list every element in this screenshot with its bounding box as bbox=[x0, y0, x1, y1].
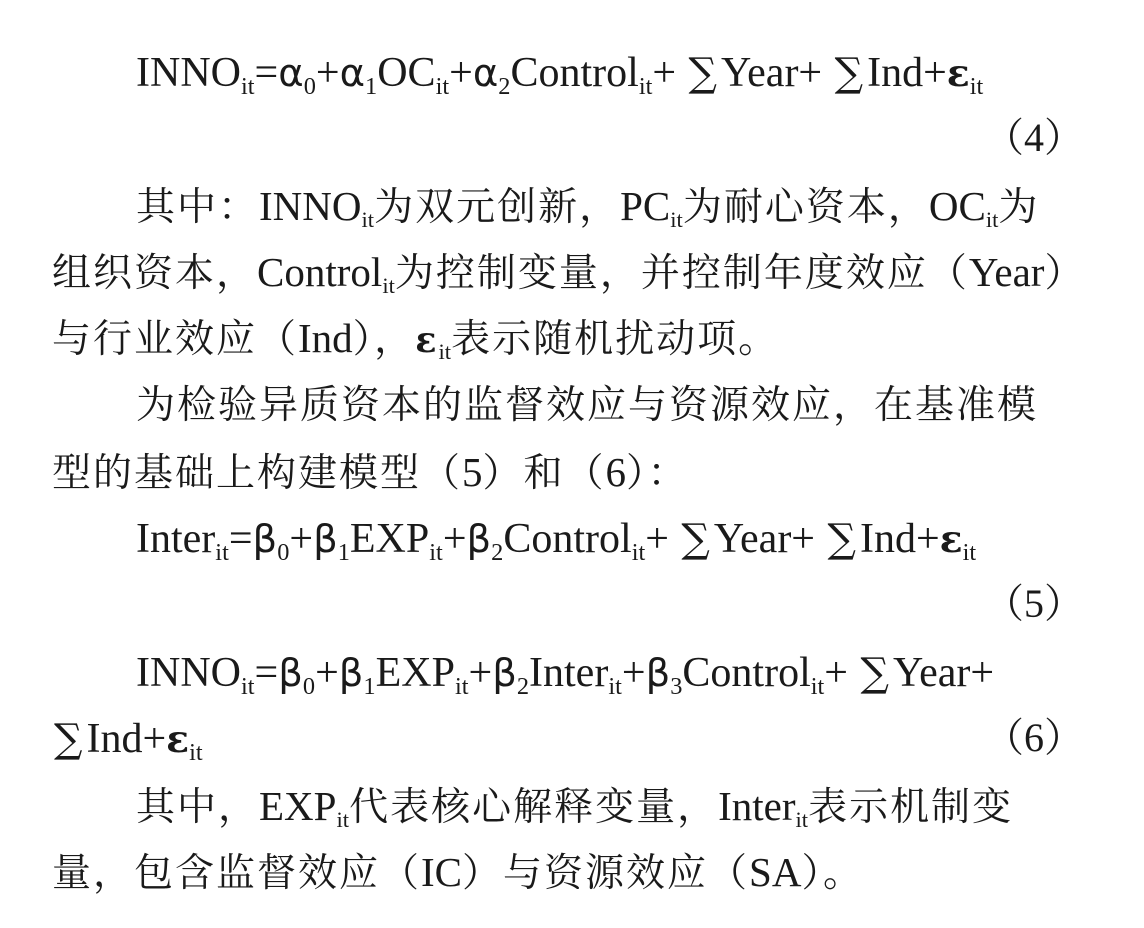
text-run: + bbox=[315, 50, 340, 96]
text-run: Control bbox=[682, 650, 811, 696]
text-run: ）和（ bbox=[482, 451, 606, 496]
subscript: it bbox=[361, 207, 375, 233]
subscript: it bbox=[969, 72, 984, 100]
subscript: it bbox=[382, 273, 395, 299]
paragraph-2-line-1 bbox=[136, 383, 1039, 428]
text-run: 量，包含监督效应（ bbox=[52, 851, 422, 896]
text-run: 与行业效应（ bbox=[52, 317, 299, 362]
text-run: EXP bbox=[349, 516, 430, 562]
text-run: 为耐心资本， bbox=[682, 185, 929, 230]
text-run: PC bbox=[620, 183, 671, 229]
greek-letter: α bbox=[339, 51, 366, 96]
text-run: （5） bbox=[984, 581, 1084, 626]
subscript: 2 bbox=[491, 538, 504, 566]
greek-letter: α bbox=[472, 51, 499, 96]
text-run: EXP bbox=[259, 783, 337, 829]
greek-letter: β bbox=[338, 651, 364, 696]
text-run: 为控制变量，并控制年度效应（ bbox=[394, 251, 969, 296]
paragraph-1-line-3 bbox=[52, 315, 780, 365]
text-run: IC bbox=[421, 849, 463, 895]
subscript: 2 bbox=[498, 72, 511, 100]
text-run: Year+ bbox=[713, 516, 826, 562]
text-run: + bbox=[824, 650, 859, 696]
text-run: SA bbox=[749, 849, 802, 895]
text-run: + bbox=[315, 650, 339, 696]
equation-4 bbox=[136, 50, 984, 100]
subscript: 1 bbox=[363, 672, 376, 700]
greek-letter: α bbox=[278, 51, 304, 96]
subscript: it bbox=[631, 538, 646, 566]
text-run: + bbox=[621, 650, 646, 696]
epsilon-symbol: ε bbox=[939, 517, 963, 561]
subscript: it bbox=[240, 72, 255, 100]
paragraph-1-line-2 bbox=[52, 249, 1086, 299]
text-run: + bbox=[449, 50, 473, 96]
subscript: it bbox=[670, 207, 683, 233]
text-run: 其中： bbox=[136, 185, 260, 230]
text-run: Control bbox=[510, 50, 639, 96]
subscript: it bbox=[810, 672, 825, 700]
text-run: OC bbox=[928, 183, 986, 229]
subscript: 0 bbox=[277, 538, 290, 566]
text-run: 表示机制变 bbox=[808, 785, 1014, 830]
epsilon-symbol: ε bbox=[166, 717, 190, 761]
text-run: Year+ bbox=[892, 650, 995, 696]
text-run: 其中， bbox=[136, 785, 260, 830]
subscript: it bbox=[985, 207, 999, 233]
subscript: it bbox=[608, 672, 622, 700]
text-run: INNO bbox=[136, 50, 241, 96]
sum-symbol: ∑ bbox=[827, 516, 856, 562]
text-run: ）： bbox=[626, 451, 689, 496]
greek-letter: β bbox=[252, 517, 278, 562]
text-run: （4） bbox=[984, 115, 1084, 160]
subscript: it bbox=[189, 738, 203, 766]
paragraph-2-line-2 bbox=[52, 449, 689, 496]
subscript: it bbox=[454, 672, 469, 700]
equation-6-line-1 bbox=[136, 650, 995, 700]
text-run: 组织资本， bbox=[52, 251, 258, 296]
text-run: Control bbox=[257, 249, 383, 295]
equation-6-line-2 bbox=[52, 716, 203, 766]
text-run: 为 bbox=[998, 185, 1040, 230]
text-run: 型的基础上构建模型（ bbox=[52, 451, 463, 496]
text-run: INNO bbox=[136, 650, 241, 696]
text-run: Control bbox=[503, 516, 632, 562]
sum-symbol: ∑ bbox=[860, 650, 889, 696]
equation-number-4 bbox=[984, 115, 1084, 160]
greek-letter: β bbox=[492, 651, 517, 696]
subscript: 0 bbox=[303, 72, 316, 100]
paragraph-3-line-1 bbox=[136, 783, 1014, 833]
subscript: 0 bbox=[302, 672, 316, 700]
subscript: 2 bbox=[516, 672, 530, 700]
text-run: （6） bbox=[984, 715, 1084, 760]
text-run: Year bbox=[968, 249, 1045, 295]
subscript: it bbox=[240, 672, 255, 700]
text-run: = bbox=[254, 650, 279, 696]
greek-letter: β bbox=[645, 651, 671, 696]
text-run: ） bbox=[1044, 251, 1086, 296]
text-run: 代表核心解释变量， bbox=[349, 785, 719, 830]
subscript: it bbox=[438, 339, 452, 365]
text-run: EXP bbox=[375, 650, 455, 696]
epsilon-symbol: ε bbox=[415, 320, 439, 361]
greek-letter: β bbox=[313, 517, 338, 562]
text-run: ）与资源效应（ bbox=[462, 851, 750, 896]
text-run: 5 bbox=[462, 449, 483, 495]
sum-symbol: ∑ bbox=[688, 50, 718, 96]
greek-letter: β bbox=[466, 517, 492, 562]
subscript: it bbox=[435, 72, 450, 100]
text-run: Ind bbox=[298, 315, 353, 361]
text-run: Inter bbox=[529, 650, 609, 696]
text-run: 6 bbox=[605, 449, 627, 495]
epsilon-symbol: ε bbox=[946, 51, 970, 95]
text-run: Inter bbox=[718, 783, 796, 829]
sum-symbol: ∑ bbox=[54, 716, 83, 762]
text-run: = bbox=[228, 516, 253, 562]
subscript: it bbox=[795, 807, 809, 833]
text-run: Inter bbox=[136, 516, 216, 562]
text-run: 为检验异质资本的监督效应与资源效应，在基准模 bbox=[136, 383, 1039, 428]
text-run: = bbox=[254, 50, 279, 96]
text-run: Year+ bbox=[721, 50, 833, 96]
text-run: + bbox=[652, 50, 687, 96]
text-run: ）。 bbox=[801, 851, 864, 896]
sum-symbol: ∑ bbox=[834, 50, 864, 96]
subscript: 1 bbox=[365, 72, 378, 100]
equation-5 bbox=[136, 516, 977, 566]
text-run: + bbox=[468, 650, 493, 696]
text-run: + bbox=[645, 516, 680, 562]
paragraph-1-line-1 bbox=[136, 183, 1040, 233]
equation-number-6 bbox=[984, 715, 1084, 760]
text-run: Ind+ bbox=[859, 516, 940, 562]
subscript: 3 bbox=[670, 672, 683, 700]
subscript: it bbox=[429, 538, 443, 566]
subscript: it bbox=[638, 72, 653, 100]
subscript: 1 bbox=[337, 538, 350, 566]
sum-symbol: ∑ bbox=[681, 516, 710, 562]
text-run: + bbox=[289, 516, 314, 562]
text-run: Ind+ bbox=[86, 716, 167, 762]
subscript: it bbox=[336, 807, 350, 833]
paragraph-3-line-2 bbox=[52, 849, 864, 896]
greek-letter: β bbox=[278, 651, 303, 696]
subscript: it bbox=[962, 538, 977, 566]
text-run: OC bbox=[377, 50, 436, 96]
text-run: + bbox=[442, 516, 467, 562]
equation-number-5 bbox=[984, 581, 1084, 626]
subscript: it bbox=[215, 538, 229, 566]
text-run: INNO bbox=[259, 183, 362, 229]
text-run: 为双元创新， bbox=[374, 185, 621, 230]
text-run: Ind+ bbox=[867, 50, 947, 96]
text-run: ）， bbox=[352, 317, 416, 362]
text-run: 表示随机扰动项。 bbox=[451, 317, 780, 362]
